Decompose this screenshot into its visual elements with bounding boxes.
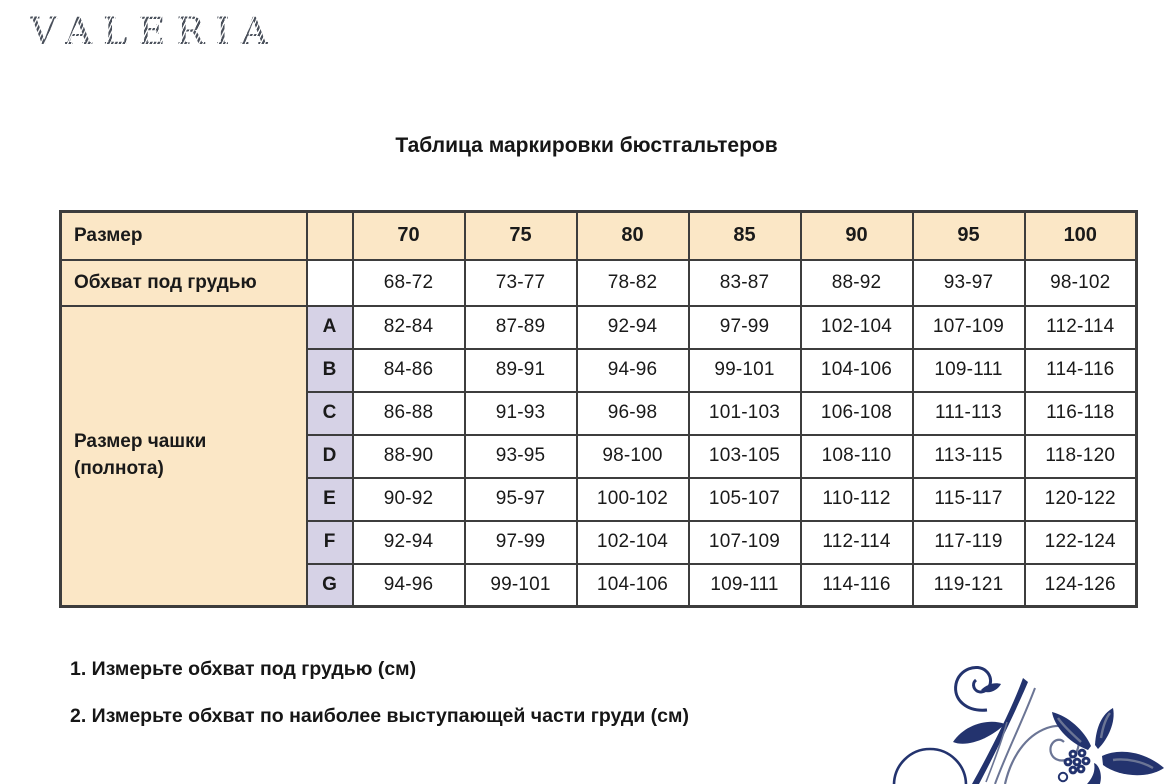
cup-value: 124-126 [1025, 564, 1137, 607]
cup-value: 109-111 [689, 564, 801, 607]
underbust-value: 78-82 [577, 260, 689, 306]
cup-letter: G [307, 564, 353, 607]
cup-value: 117-119 [913, 521, 1025, 564]
empty-cell [307, 260, 353, 306]
cup-value: 106-108 [801, 392, 913, 435]
cup-value: 108-110 [801, 435, 913, 478]
row-label-size: Размер [61, 212, 307, 260]
cup-value: 122-124 [1025, 521, 1137, 564]
cup-value: 113-115 [913, 435, 1025, 478]
underbust-row [61, 260, 1137, 306]
cup-value: 115-117 [913, 478, 1025, 521]
cup-value: 96-98 [577, 392, 689, 435]
cup-value: 114-116 [801, 564, 913, 607]
cup-value: 93-95 [465, 435, 577, 478]
size-col-header: 95 [913, 212, 1025, 260]
cup-letter: A [307, 306, 353, 349]
cup-letter: D [307, 435, 353, 478]
cup-value: 110-112 [801, 478, 913, 521]
cup-label-line1: Размер чашки [74, 431, 207, 453]
cup-value: 100-102 [577, 478, 689, 521]
cup-value: 102-104 [577, 521, 689, 564]
cup-letter: F [307, 521, 353, 564]
underbust-value: 68-72 [353, 260, 465, 306]
cup-value: 104-106 [801, 349, 913, 392]
cup-value: 97-99 [465, 521, 577, 564]
cup-label-line2: (полнота) [74, 457, 164, 479]
cup-value: 97-99 [689, 306, 801, 349]
row-label-underbust: Обхват под грудью [61, 260, 307, 306]
cup-value: 98-100 [577, 435, 689, 478]
cup-value: 86-88 [353, 392, 465, 435]
cup-value: 107-109 [913, 306, 1025, 349]
size-table-body [61, 212, 1137, 607]
cup-value: 91-93 [465, 392, 577, 435]
size-col-header: 90 [801, 212, 913, 260]
underbust-value: 73-77 [465, 260, 577, 306]
cup-value: 103-105 [689, 435, 801, 478]
cup-value: 99-101 [465, 564, 577, 607]
cup-value: 111-113 [913, 392, 1025, 435]
cup-value: 112-114 [801, 521, 913, 564]
cup-letter: B [307, 349, 353, 392]
cup-value: 101-103 [689, 392, 801, 435]
cup-value: 109-111 [913, 349, 1025, 392]
cup-value: 99-101 [689, 349, 801, 392]
measurement-instructions [70, 658, 689, 752]
empty-cell [307, 212, 353, 260]
cup-value: 118-120 [1025, 435, 1137, 478]
cup-value: 89-91 [465, 349, 577, 392]
instruction-item: 1. Измерьте обхват под грудью (см) [70, 658, 417, 680]
underbust-value: 93-97 [913, 260, 1025, 306]
size-col-header: 70 [353, 212, 465, 260]
cup-value: 114-116 [1025, 349, 1137, 392]
size-col-header: 85 [689, 212, 801, 260]
cup-value: 105-107 [689, 478, 801, 521]
underbust-value: 83-87 [689, 260, 801, 306]
underbust-value: 98-102 [1025, 260, 1137, 306]
size-header-row [61, 212, 1137, 260]
cup-value: 119-121 [913, 564, 1025, 607]
underbust-value: 88-92 [801, 260, 913, 306]
cup-value: 88-90 [353, 435, 465, 478]
size-col-header: 80 [577, 212, 689, 260]
cup-letter: C [307, 392, 353, 435]
cup-value: 82-84 [353, 306, 465, 349]
cup-value: 90-92 [353, 478, 465, 521]
cup-value: 84-86 [353, 349, 465, 392]
cup-value: 107-109 [689, 521, 801, 564]
page-title: Таблица маркировки бюстгальтеров [395, 134, 778, 157]
cup-row [61, 306, 1137, 349]
cup-value: 104-106 [577, 564, 689, 607]
cup-value: 92-94 [577, 306, 689, 349]
size-col-header: 100 [1025, 212, 1137, 260]
cup-value: 92-94 [353, 521, 465, 564]
floral-ornament-icon [855, 658, 1173, 784]
row-label-cup [61, 306, 307, 607]
cup-value: 94-96 [353, 564, 465, 607]
cup-value: 120-122 [1025, 478, 1137, 521]
cup-value: 112-114 [1025, 306, 1137, 349]
cup-letter: E [307, 478, 353, 521]
size-col-header: 75 [465, 212, 577, 260]
cup-value: 116-118 [1025, 392, 1137, 435]
cup-value: 95-97 [465, 478, 577, 521]
berry-cluster-icon [1064, 749, 1091, 775]
brand-logo: VALERIA [30, 10, 279, 53]
cup-value: 102-104 [801, 306, 913, 349]
cup-value: 94-96 [577, 349, 689, 392]
cup-value: 87-89 [465, 306, 577, 349]
instruction-item: 2. Измерьте обхват по наиболее выступающей части груди (см) [70, 705, 689, 727]
bra-size-table [59, 210, 1138, 608]
